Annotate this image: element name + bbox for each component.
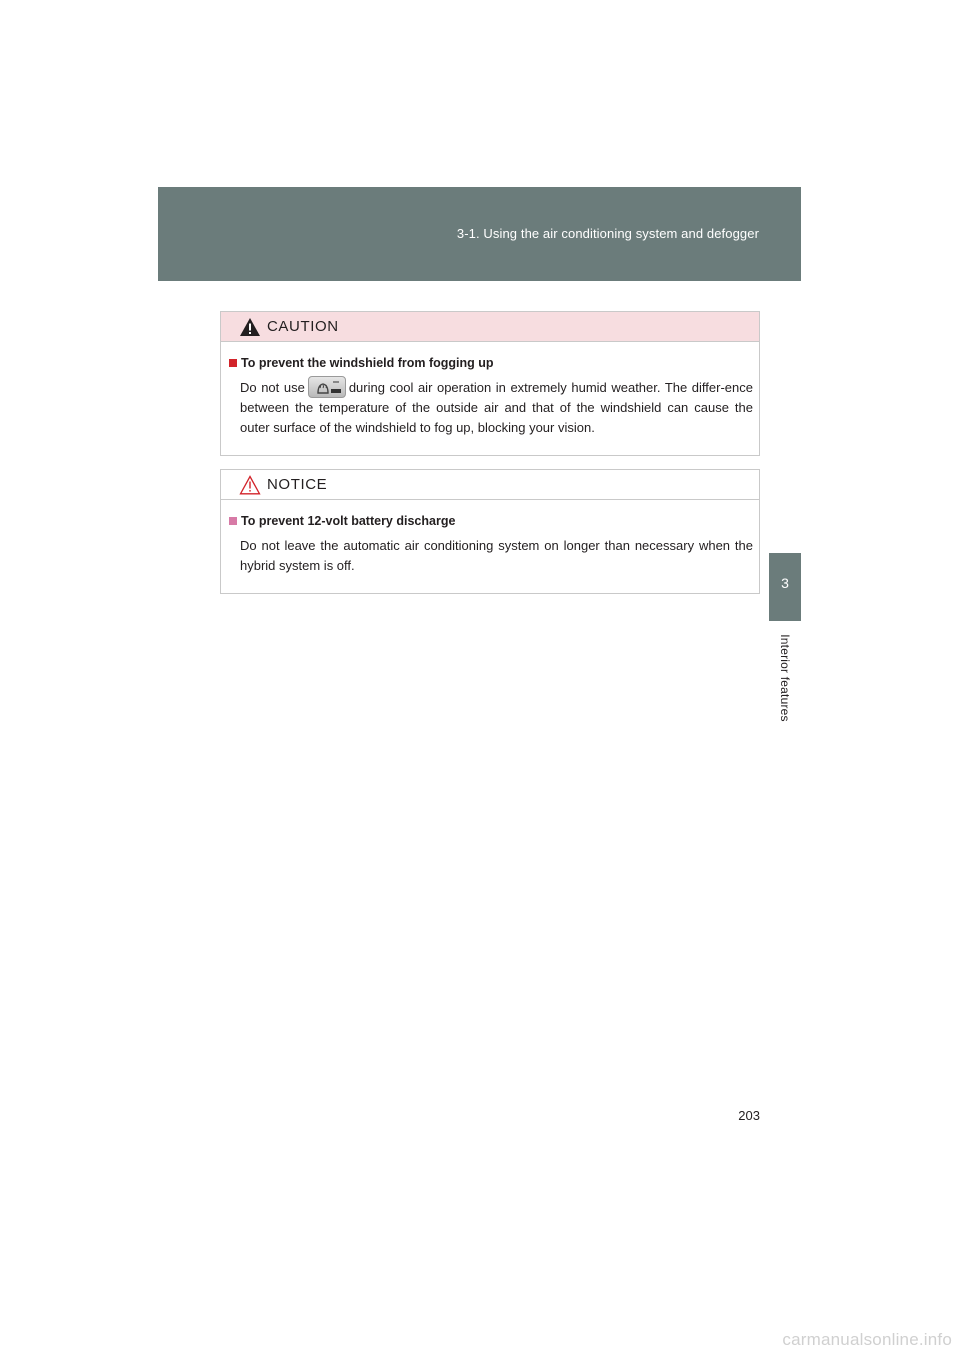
section-header-band bbox=[158, 187, 801, 281]
caution-header bbox=[221, 312, 759, 342]
notice-subheading: To prevent 12-volt battery discharge bbox=[241, 514, 456, 528]
notice-header bbox=[221, 470, 759, 500]
caution-subheading-line bbox=[229, 356, 753, 370]
caution-subheading: To prevent the windshield from fogging up bbox=[241, 356, 494, 370]
caution-text-before-icon: Do not use bbox=[240, 380, 305, 395]
notice-subheading-line bbox=[229, 514, 753, 528]
bullet-square-icon bbox=[229, 359, 237, 367]
page-number: 203 bbox=[738, 1108, 760, 1123]
caution-text bbox=[229, 378, 753, 438]
caution-text-after-icon: during cool air operation in extremely humid weather. The differ-ence between the temperature of the outside air and that of the windshield can cause the outer surface of the windshield to fog up, blocking your vision. bbox=[240, 380, 753, 435]
notice-heading: NOTICE bbox=[267, 476, 328, 493]
chapter-tab: 3 bbox=[769, 553, 801, 621]
warning-triangle-icon bbox=[239, 317, 261, 337]
caution-heading: CAUTION bbox=[267, 318, 339, 335]
bullet-square-icon bbox=[229, 517, 237, 525]
chapter-label: Interior features bbox=[778, 634, 792, 722]
notice-box bbox=[220, 469, 760, 594]
notice-triangle-icon bbox=[239, 475, 261, 495]
watermark-text: carmanualsonline.info bbox=[782, 1330, 952, 1349]
caution-box bbox=[220, 311, 760, 456]
front-defroster-button-icon bbox=[308, 376, 346, 398]
section-title: 3-1. Using the air conditioning system and defogger bbox=[456, 226, 759, 241]
notice-text: Do not leave the automatic air conditioning system on longer than necessary when the hybrid system is off. bbox=[240, 538, 753, 573]
